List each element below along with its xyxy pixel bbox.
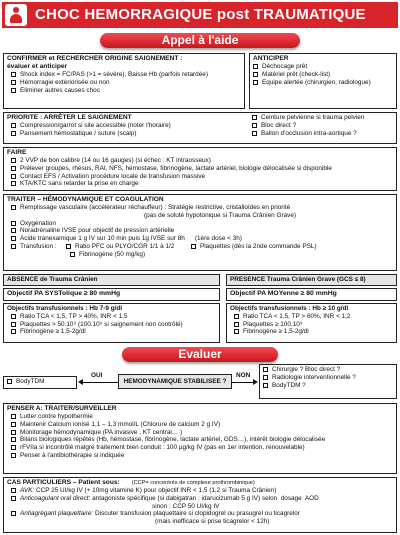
arrow-oui-line bbox=[82, 382, 118, 383]
list-item[interactable]: Fibrinogène ≥ 1,5-2g/dl bbox=[7, 328, 216, 336]
cas-header: CAS PARTICULIERS – Patient sous: bbox=[7, 479, 120, 486]
list-item[interactable]: Ratio TCA < 1,5, TP > 60%, INR < 1,2 bbox=[230, 313, 393, 321]
checkbox[interactable] bbox=[11, 88, 16, 93]
checkbox[interactable] bbox=[11, 322, 16, 327]
checkbox[interactable] bbox=[11, 236, 16, 241]
checkbox[interactable] bbox=[234, 314, 239, 319]
presence-title-box: PRESENCE Trauma Crânien Grave (GCS ≤ 8) bbox=[226, 274, 397, 286]
arrow-non-line bbox=[232, 382, 254, 383]
penser-header: PENSER A: TRAITER/SURVEILLER bbox=[7, 405, 117, 412]
list-item[interactable]: Penser à l'antibiothérapie si indiquée bbox=[7, 452, 393, 460]
checkbox[interactable] bbox=[11, 314, 16, 319]
checkbox[interactable] bbox=[253, 80, 258, 85]
list-item[interactable]: Fibrinogène ≥ 1,5-2g/dl bbox=[230, 328, 393, 336]
list-item[interactable]: rFVIIa si incontrôlé malgré traitement bien conduit : 100 µg/kg IV (pas en 1er intention, renouvelable) bbox=[7, 444, 393, 452]
checkbox[interactable] bbox=[11, 205, 16, 210]
checkbox[interactable] bbox=[253, 72, 258, 77]
list-item[interactable]: Noradrénaline IVSE pour objectif de pression artérielle bbox=[7, 227, 393, 235]
priorite-section bbox=[3, 112, 397, 144]
priorite-header: PRIORITE : ARRÊTER LE SAIGNEMENT bbox=[7, 114, 132, 121]
list-item[interactable]: Transfusion : Ratio PFC ou PLYO/CGR 1/1 à 1/2 Plaquettes (dès la 2nde commande PSL) bbox=[7, 243, 393, 251]
list-item[interactable]: Bilans biologiques répétés (Hb, hémostase, fibrinogène, lactate artériel, GDS…), intérêt biologie délocalisée bbox=[7, 436, 393, 444]
traiter-header: TRAITER – HÉMODYNAMIQUE ET COAGULATION bbox=[7, 196, 164, 203]
checkbox[interactable] bbox=[11, 414, 16, 419]
list-item[interactable]: Compression/garrot si site accessible (noter l'horaire) bbox=[7, 122, 247, 130]
list-item[interactable]: Ballon d'occlusion intra-aortique ? bbox=[252, 130, 396, 138]
list-item[interactable]: Prélever groupes, rhésus, RAI, NFS, hémostase, fibrinogène, lactate artériel, biologie délocalisée si disponible bbox=[7, 165, 393, 173]
remplissage-note: (pas de soluté hypotonique si Trauma Crânien Grave) bbox=[143, 211, 297, 219]
checkbox[interactable] bbox=[11, 228, 16, 233]
traiter-section bbox=[3, 194, 397, 271]
absence-title-box: ABSENCE de Trauma Crânien bbox=[3, 274, 220, 286]
checkbox[interactable] bbox=[11, 437, 16, 442]
confirm-header: CONFIRMER et RECHERCHER ORIGINE SAIGNEMENT : évaluer et anticiper bbox=[7, 55, 183, 71]
question-text: HEMODYNAMIQUE STABILISEE ? bbox=[123, 377, 227, 385]
anticiper-header: ANTICIPER bbox=[253, 55, 289, 62]
checkbox[interactable] bbox=[11, 445, 16, 450]
list-item[interactable]: Maintenir Calcium ionisé 1,1 – 1,3 mmol/L (Chlorure de calcium 2 g IV) bbox=[7, 421, 393, 429]
list-item[interactable]: Hémorragie extériorisée ou non bbox=[7, 79, 241, 87]
list-item[interactable]: Lutter contre hypothermie bbox=[7, 413, 393, 421]
list-item[interactable]: Chirurgie ? Bloc direct ? bbox=[263, 366, 393, 374]
checkbox[interactable] bbox=[252, 123, 257, 128]
checkbox[interactable] bbox=[11, 329, 16, 334]
title-bar bbox=[2, 2, 398, 28]
person-icon bbox=[5, 4, 27, 26]
question-box bbox=[118, 374, 232, 389]
list-item[interactable]: Oxygénation bbox=[7, 220, 393, 228]
checkbox[interactable] bbox=[191, 244, 196, 249]
list-item[interactable]: Contact EFS / Activation procédure locale de transfusion massive bbox=[7, 173, 393, 181]
anticiper-section bbox=[249, 53, 397, 109]
checkbox[interactable] bbox=[11, 158, 16, 163]
checkbox[interactable] bbox=[70, 252, 75, 257]
checkbox[interactable] bbox=[11, 221, 16, 226]
list-item[interactable]: Ceinture pelvienne si trauma pelvien bbox=[252, 114, 396, 122]
checkbox[interactable] bbox=[11, 488, 16, 493]
checkbox[interactable] bbox=[11, 181, 16, 186]
list-item[interactable]: Bloc direct ? bbox=[252, 122, 396, 130]
checkbox[interactable] bbox=[11, 430, 16, 435]
checkbox[interactable] bbox=[11, 244, 16, 249]
list-item[interactable]: Monitorage hémodynamique (PA invasive , KT central… ) bbox=[7, 429, 393, 437]
checkbox[interactable] bbox=[234, 322, 239, 327]
checkbox[interactable] bbox=[11, 174, 16, 179]
list-item[interactable]: Pansement hémostatique / suture (scalp) bbox=[7, 130, 247, 138]
oui-label: OUI bbox=[91, 372, 103, 379]
list-item[interactable]: Eliminer autres causes choc bbox=[7, 87, 241, 95]
checkbox[interactable] bbox=[7, 379, 12, 384]
checkbox[interactable] bbox=[11, 166, 16, 171]
checkbox[interactable] bbox=[263, 383, 268, 388]
confirm-section bbox=[3, 53, 245, 109]
list-item[interactable]: BodyTDM ? bbox=[263, 382, 393, 390]
list-item[interactable]: AVK: CCP 25 UI/kg IV (+ 10mg vitamine K) pour objectif INR < 1,5 (1,2 si Trauma Crânien) bbox=[7, 487, 393, 495]
banner-appel-aide: Appel à l'aide bbox=[100, 33, 300, 48]
banner-evaluer: Evaluer bbox=[122, 347, 278, 362]
checkbox[interactable] bbox=[252, 115, 257, 120]
list-item[interactable]: Déchocage prêt bbox=[253, 63, 393, 71]
checkbox[interactable] bbox=[11, 80, 16, 85]
list-item[interactable]: Shock index = FC/PAS (>1 = sévère), Baisse Hb (parfois retardée) bbox=[7, 71, 241, 79]
bodytdm-box: BodyTDM bbox=[3, 376, 77, 389]
list-item[interactable]: KTA/KTC sans retarder la prise en charge bbox=[7, 180, 393, 188]
page-title: CHOC HEMORRAGIQUE post TRAUMATIQUE bbox=[35, 5, 366, 23]
checkbox[interactable] bbox=[11, 131, 16, 136]
checkbox[interactable] bbox=[263, 367, 268, 372]
checkbox[interactable] bbox=[252, 131, 257, 136]
checkbox[interactable] bbox=[253, 64, 258, 69]
list-item[interactable]: Matériel prêt (check-list) bbox=[253, 71, 393, 79]
faire-section bbox=[3, 147, 397, 191]
absence-transfusion-box: Objectifs transfusionnels : Hb 7-9 g/dl Ratio TCA < 1,5, TP > 40%, INR < 1,5 Plaquettes > 50.10⁹ (100.10⁹ si saignement non contrôlé) Fibrinogène ≥ 1,5-2g/dl bbox=[3, 303, 220, 343]
checkbox[interactable] bbox=[11, 72, 16, 77]
presence-objectif-box: Objectif PA MOYenne ≥ 80 mmHg bbox=[226, 288, 397, 301]
absence-objectif-box: Objectif PA SYSTolique ≥ 80 mmHg bbox=[3, 288, 220, 301]
presence-transfusion-box: Objectifs transfusionnels : Hb ≥ 10 g/dl Ratio TCA < 1,5, TP > 60%, INR < 1,2 Plaquettes ≥ 100.10⁹ Fibrinogène ≥ 1,5-2g/dl bbox=[226, 303, 397, 343]
list-item[interactable]: Remplissage vasculaire (accélérateur réchauffeur) : Stratégie restrictive, cristalloïdes en priorité bbox=[7, 204, 393, 212]
list-item[interactable]: Anticoagulant oral direct: antagoniste spécifique (si dabigatran : idarucizumab 5 g IV) selon dosage AOD bbox=[7, 495, 393, 503]
list-item[interactable]: 2 VVP de bon calibre (14 ou 16 gauges) (si échec : KT intraosseux) bbox=[7, 157, 393, 165]
list-item[interactable]: Radiologie interventionnelle ? bbox=[263, 374, 393, 382]
list-item[interactable]: Plaquettes > 50.10⁹ (100.10⁹ si saignement non contrôlé) bbox=[7, 321, 216, 329]
checkbox[interactable] bbox=[11, 511, 16, 516]
non-label: NON bbox=[236, 372, 251, 379]
list-item[interactable]: Plaquettes ≥ 100.10⁹ bbox=[230, 321, 393, 329]
checkbox[interactable] bbox=[66, 244, 71, 249]
checkbox[interactable] bbox=[234, 329, 239, 334]
list-item[interactable]: Antiagrégant plaquettaire: Discuter transfusion plaquettaire si clopidogrel ou prasugrel ou ticagrelor bbox=[7, 510, 393, 518]
penser-section bbox=[3, 403, 397, 474]
checkbox[interactable] bbox=[263, 375, 268, 380]
arrow-right-icon bbox=[253, 379, 258, 385]
faire-header: FAIRE bbox=[7, 149, 27, 156]
list-item[interactable]: Acide tranexamique 1 g IV sur 10 min puis 1g IVSE sur 8h (1ère dose < 3h) bbox=[7, 235, 393, 243]
non-options-box bbox=[259, 364, 397, 399]
checkbox[interactable] bbox=[11, 496, 16, 501]
checkbox[interactable] bbox=[11, 453, 16, 458]
checkbox[interactable] bbox=[11, 422, 16, 427]
checkbox[interactable] bbox=[11, 123, 16, 128]
cas-section: CAS PARTICULIERS – Patient sous: (CCP= concentrés de complexe prothrombinique) AVK: CCP 25 UI/kg IV (+ 10mg vitamine K) pour objectif INR < 1,5 (1,2 si Trauma Crânien) Anticoagulant oral direct: antagoniste spécifique (si dabigatran : idarucizumab 5 g IV) selon dosage AOD sinon : CCP 50 UI/kg IV Antiagrégant plaquettaire: Discuter transfusion plaquettaire si clopidogrel ou prasugrel ou ticagrelor (mais inefficace si prise ticagrelor < 12h) bbox=[3, 477, 397, 533]
list-item[interactable]: Ratio TCA < 1,5, TP > 40%, INR < 1,5 bbox=[7, 313, 216, 321]
list-item[interactable]: Fibrinogène (50 mg/kg) bbox=[7, 251, 393, 259]
list-item[interactable]: Equipe alertée (chirurgien, radiologue) bbox=[253, 79, 393, 87]
